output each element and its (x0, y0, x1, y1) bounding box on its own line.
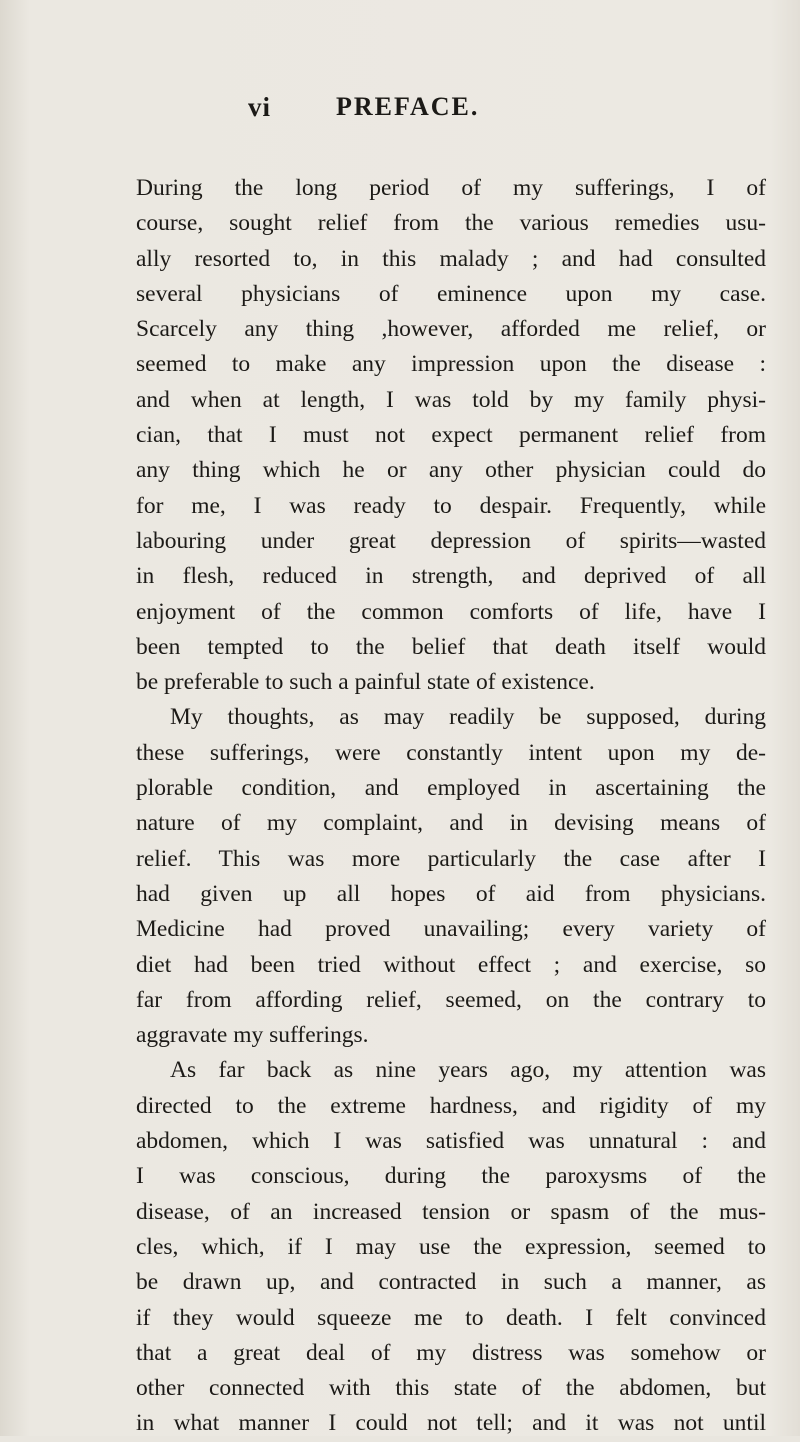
text-line: ally resorted to, in this malady ; and had consulted (136, 245, 766, 272)
text-line: abdomen, which I was satisfied was unnatural : and (136, 1128, 766, 1155)
text-line: cian, that I must not expect permanent relief from (136, 422, 766, 449)
text-line: any thing which he or any other physician could do (136, 457, 766, 484)
text-line: nature of my complaint, and in devising means of (136, 810, 766, 837)
page-header (0, 92, 800, 132)
text-line: in flesh, reduced in strength, and deprived of all (136, 563, 766, 590)
text-line: these sufferings, were constantly intent upon my de- (136, 739, 766, 766)
text-line: if they would squeeze me to death. I felt convinced (136, 1304, 766, 1331)
text-line: for me, I was ready to despair. Frequently, while (136, 492, 766, 519)
preface-body-text (136, 171, 766, 1442)
text-line: disease, of an increased tension or spasm of the mus- (136, 1198, 766, 1225)
text-line: My thoughts, as may readily be supposed, during (170, 704, 766, 731)
text-line: diet had been tried without effect ; and exercise, so (136, 951, 766, 978)
text-line: plorable condition, and employed in ascertaining the (136, 775, 766, 802)
text-line: other connected with this state of the abdomen, but (136, 1375, 766, 1402)
text-line: in what manner I could not tell; and it was not until (136, 1410, 766, 1437)
text-line: been tempted to the belief that death itself would (136, 633, 766, 660)
text-line: Scarcely any thing ,however, afforded me relief, or (136, 316, 766, 343)
text-line: During the long period of my sufferings, I of (136, 175, 766, 201)
text-line: seemed to make any impression upon the disease : (136, 351, 766, 378)
text-line: cles, which, if I may use the expression, seemed to (136, 1233, 766, 1260)
text-line: that a great deal of my distress was somehow or (136, 1339, 766, 1366)
text-line: As far back as nine years ago, my attention was (170, 1057, 766, 1084)
text-line: I was conscious, during the paroxysms of the (136, 1163, 766, 1190)
text-line: far from affording relief, seemed, on the contrary to (136, 986, 766, 1013)
text-line: directed to the extreme hardness, and rigidity of my (136, 1092, 766, 1119)
text-line: labouring under great depression of spirits—wasted (136, 527, 766, 554)
text-line: aggravate my sufferings. (136, 1022, 369, 1049)
text-line: be drawn up, and contracted in such a manner, as (136, 1269, 766, 1296)
text-line: relief. This was more particularly the case after I (136, 845, 766, 872)
text-line: Medicine had proved unavailing; every variety of (136, 916, 766, 943)
running-head: PREFACE. (336, 92, 480, 121)
page-number: vi (248, 92, 272, 122)
text-line: course, sought relief from the various remedies usu- (136, 210, 766, 237)
text-line: enjoyment of the common comforts of life, have I (136, 598, 766, 625)
text-line: several physicians of eminence upon my case. (136, 280, 766, 307)
text-line: be preferable to such a painful state of existence. (136, 669, 595, 696)
text-line: had given up all hopes of aid from physicians. (136, 880, 766, 907)
text-line: and when at length, I was told by my family physi- (136, 386, 766, 413)
